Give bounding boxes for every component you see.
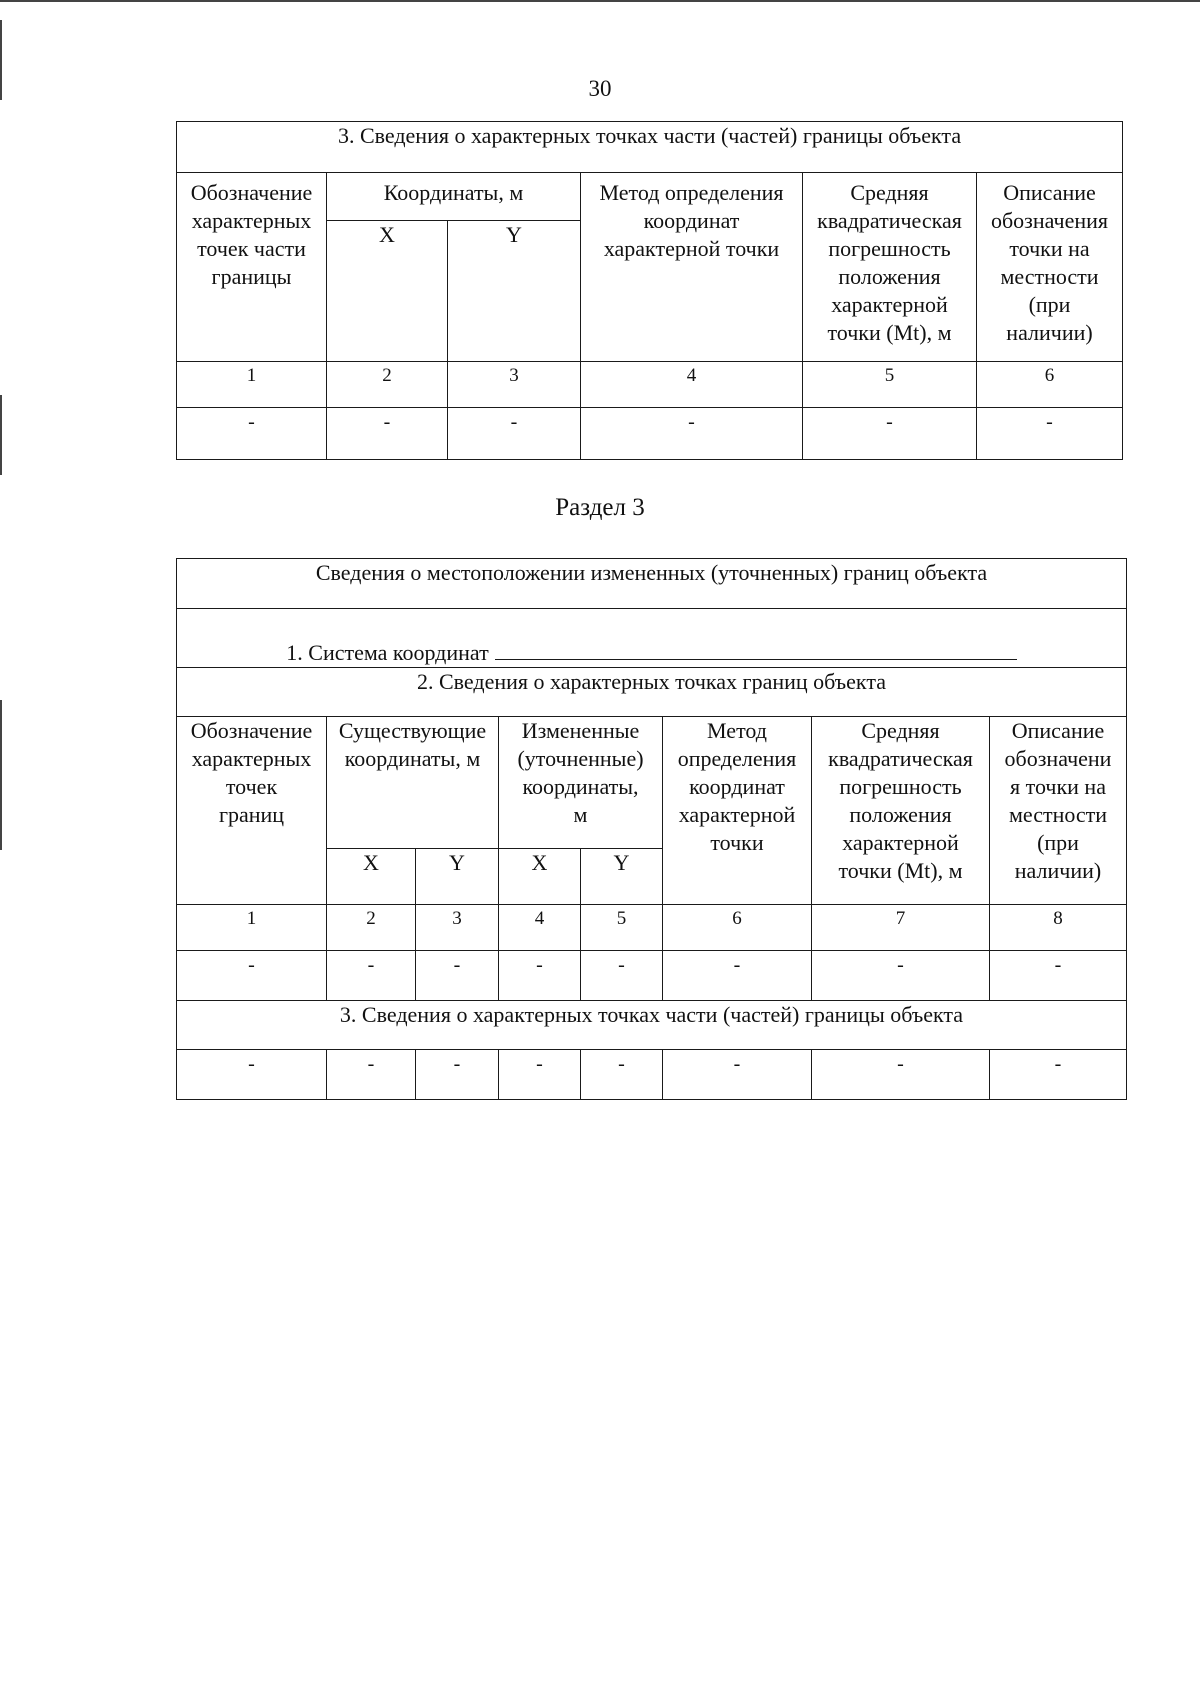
section-title: Раздел 3 (555, 494, 645, 521)
header-error: Средняя квадратическая погрешность положения характерной точки (Mt), м (812, 717, 990, 905)
table-cell: - (581, 1050, 663, 1100)
header-description: Описание обозначени я точки на местности (при наличии) (990, 717, 1127, 905)
coordinate-system-label: 1. Система координат (286, 640, 489, 665)
table-cell: - (327, 1050, 416, 1100)
column-number: 6 (663, 905, 812, 951)
scan-edge-left (0, 395, 2, 475)
column-number: 5 (803, 362, 977, 408)
page-number: 30 (588, 76, 612, 101)
header-existing-coordinates: Существующие координаты, м (327, 717, 499, 849)
column-number: 4 (499, 905, 581, 951)
table-cell: - (177, 1050, 327, 1100)
header-designation: Обозначение характерных точек части границы (177, 173, 327, 362)
header-coordinates: Координаты, м (327, 173, 581, 221)
column-number: 3 (416, 905, 499, 951)
table-cell: - (812, 1050, 990, 1100)
header-x: X (499, 849, 581, 905)
table-cell: - (812, 951, 990, 1001)
points-section-title: 2. Сведения о характерных точках границ объекта (177, 668, 1127, 717)
table-cell: - (581, 951, 663, 1001)
column-number: 6 (977, 362, 1123, 408)
table-cell: - (416, 951, 499, 1001)
column-number: 7 (812, 905, 990, 951)
table-cell: - (177, 951, 327, 1001)
column-number: 1 (177, 905, 327, 951)
column-number: 3 (448, 362, 581, 408)
table-title: 3. Сведения о характерных точках части (частей) границы объекта (177, 122, 1123, 173)
column-number: 5 (581, 905, 663, 951)
header-changed-coordinates: Измененные (уточненные) координаты, м (499, 717, 663, 849)
header-x: X (327, 849, 416, 905)
changed-boundaries-table (176, 558, 1127, 1100)
coordinate-system-row (177, 609, 1127, 668)
header-designation: Обозначение характерных точек границ (177, 717, 327, 905)
table-cell: - (990, 1050, 1127, 1100)
scan-edge-left (0, 700, 2, 850)
header-method: Метод определения координат характерной точки (581, 173, 803, 362)
column-number: 2 (327, 905, 416, 951)
table-cell: - (416, 1050, 499, 1100)
table-cell: - (663, 1050, 812, 1100)
table-cell: - (803, 408, 977, 460)
header-method: Метод определения координат характерной точки (663, 717, 812, 905)
table-cell: - (499, 951, 581, 1001)
table-cell: - (499, 1050, 581, 1100)
table-title: Сведения о местоположении измененных (уточненных) границ объекта (177, 559, 1127, 609)
header-y: Y (581, 849, 663, 905)
header-error: Средняя квадратическая погрешность положения характерной точки (Mt), м (803, 173, 977, 362)
coordinate-system-blank-line (495, 637, 1017, 660)
scan-edge-top (0, 0, 1200, 2)
table-cell: - (663, 951, 812, 1001)
table-cell: - (177, 408, 327, 460)
table-cell: - (448, 408, 581, 460)
column-number: 8 (990, 905, 1127, 951)
header-y: Y (416, 849, 499, 905)
parts-section-title: 3. Сведения о характерных точках части (частей) границы объекта (177, 1001, 1127, 1050)
column-number: 4 (581, 362, 803, 408)
header-x: X (327, 221, 448, 362)
table-cell: - (327, 408, 448, 460)
characteristic-points-parts-table (176, 121, 1123, 460)
table-cell: - (581, 408, 803, 460)
header-description: Описание обозначения точки на местности (при наличии) (977, 173, 1123, 362)
header-y: Y (448, 221, 581, 362)
scan-edge-left (0, 20, 2, 100)
table-cell: - (990, 951, 1127, 1001)
table-cell: - (977, 408, 1123, 460)
column-number: 1 (177, 362, 327, 408)
table-cell: - (327, 951, 416, 1001)
column-number: 2 (327, 362, 448, 408)
